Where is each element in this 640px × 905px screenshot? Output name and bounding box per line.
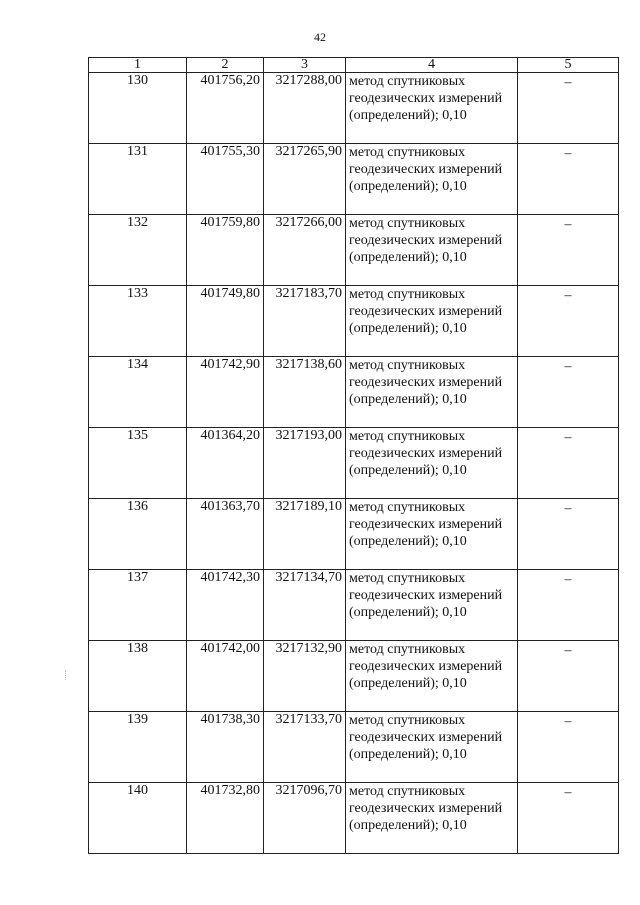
- y-coordinate-cell: 3217189,10: [264, 499, 346, 570]
- point-number-cell: 137: [89, 570, 187, 641]
- table-row: [89, 286, 619, 357]
- point-number-cell: 130: [89, 73, 187, 144]
- note-cell: –: [518, 286, 619, 357]
- y-coordinate-cell: 3217265,90: [264, 144, 346, 215]
- method-accuracy-cell: метод спутниковых геодезических измерений (определений); 0,10: [346, 712, 518, 783]
- note-cell: –: [518, 357, 619, 428]
- y-coordinate-cell: 3217133,70: [264, 712, 346, 783]
- method-accuracy-cell: метод спутниковых геодезических измерений (определений); 0,10: [346, 570, 518, 641]
- x-coordinate-cell: 401742,90: [187, 357, 264, 428]
- method-accuracy-cell: метод спутниковых геодезических измерений (определений); 0,10: [346, 499, 518, 570]
- note-cell: –: [518, 570, 619, 641]
- method-accuracy-cell: метод спутниковых геодезических измерений (определений); 0,10: [346, 783, 518, 854]
- note-cell: –: [518, 712, 619, 783]
- y-coordinate-cell: 3217183,70: [264, 286, 346, 357]
- note-cell: –: [518, 428, 619, 499]
- column-header: 1: [89, 58, 187, 73]
- column-header: 4: [346, 58, 518, 73]
- column-header: 5: [518, 58, 619, 73]
- table-row: [89, 73, 619, 144]
- x-coordinate-cell: 401732,80: [187, 783, 264, 854]
- point-number-cell: 138: [89, 641, 187, 712]
- x-coordinate-cell: 401759,80: [187, 215, 264, 286]
- table-row: [89, 215, 619, 286]
- method-accuracy-cell: метод спутниковых геодезических измерений (определений); 0,10: [346, 286, 518, 357]
- method-accuracy-cell: метод спутниковых геодезических измерений (определений); 0,10: [346, 144, 518, 215]
- x-coordinate-cell: 401755,30: [187, 144, 264, 215]
- page-number: 42: [314, 30, 326, 44]
- table-row: [89, 641, 619, 712]
- point-number-cell: 131: [89, 144, 187, 215]
- table-row: [89, 783, 619, 854]
- table-row: [89, 499, 619, 570]
- method-accuracy-cell: метод спутниковых геодезических измерений (определений); 0,10: [346, 428, 518, 499]
- point-number-cell: 140: [89, 783, 187, 854]
- note-cell: –: [518, 499, 619, 570]
- method-accuracy-cell: метод спутниковых геодезических измерений (определений); 0,10: [346, 73, 518, 144]
- y-coordinate-cell: 3217288,00: [264, 73, 346, 144]
- scan-mark: [65, 670, 67, 680]
- y-coordinate-cell: 3217134,70: [264, 570, 346, 641]
- x-coordinate-cell: 401738,30: [187, 712, 264, 783]
- note-cell: –: [518, 73, 619, 144]
- point-number-cell: 139: [89, 712, 187, 783]
- y-coordinate-cell: 3217096,70: [264, 783, 346, 854]
- table-row: [89, 428, 619, 499]
- table-header-row: [89, 58, 619, 73]
- table-row: [89, 357, 619, 428]
- y-coordinate-cell: 3217193,00: [264, 428, 346, 499]
- point-number-cell: 132: [89, 215, 187, 286]
- x-coordinate-cell: 401749,80: [187, 286, 264, 357]
- column-header: 3: [264, 58, 346, 73]
- note-cell: –: [518, 783, 619, 854]
- table-row: [89, 712, 619, 783]
- x-coordinate-cell: 401756,20: [187, 73, 264, 144]
- note-cell: –: [518, 215, 619, 286]
- y-coordinate-cell: 3217266,00: [264, 215, 346, 286]
- point-number-cell: 136: [89, 499, 187, 570]
- table-row: [89, 144, 619, 215]
- x-coordinate-cell: 401363,70: [187, 499, 264, 570]
- note-cell: –: [518, 144, 619, 215]
- point-number-cell: 134: [89, 357, 187, 428]
- coordinates-table: [88, 57, 619, 854]
- method-accuracy-cell: метод спутниковых геодезических измерений (определений); 0,10: [346, 641, 518, 712]
- x-coordinate-cell: 401742,00: [187, 641, 264, 712]
- point-number-cell: 133: [89, 286, 187, 357]
- method-accuracy-cell: метод спутниковых геодезических измерений (определений); 0,10: [346, 357, 518, 428]
- y-coordinate-cell: 3217132,90: [264, 641, 346, 712]
- table-row: [89, 570, 619, 641]
- x-coordinate-cell: 401364,20: [187, 428, 264, 499]
- column-header: 2: [187, 58, 264, 73]
- y-coordinate-cell: 3217138,60: [264, 357, 346, 428]
- x-coordinate-cell: 401742,30: [187, 570, 264, 641]
- method-accuracy-cell: метод спутниковых геодезических измерений (определений); 0,10: [346, 215, 518, 286]
- note-cell: –: [518, 641, 619, 712]
- point-number-cell: 135: [89, 428, 187, 499]
